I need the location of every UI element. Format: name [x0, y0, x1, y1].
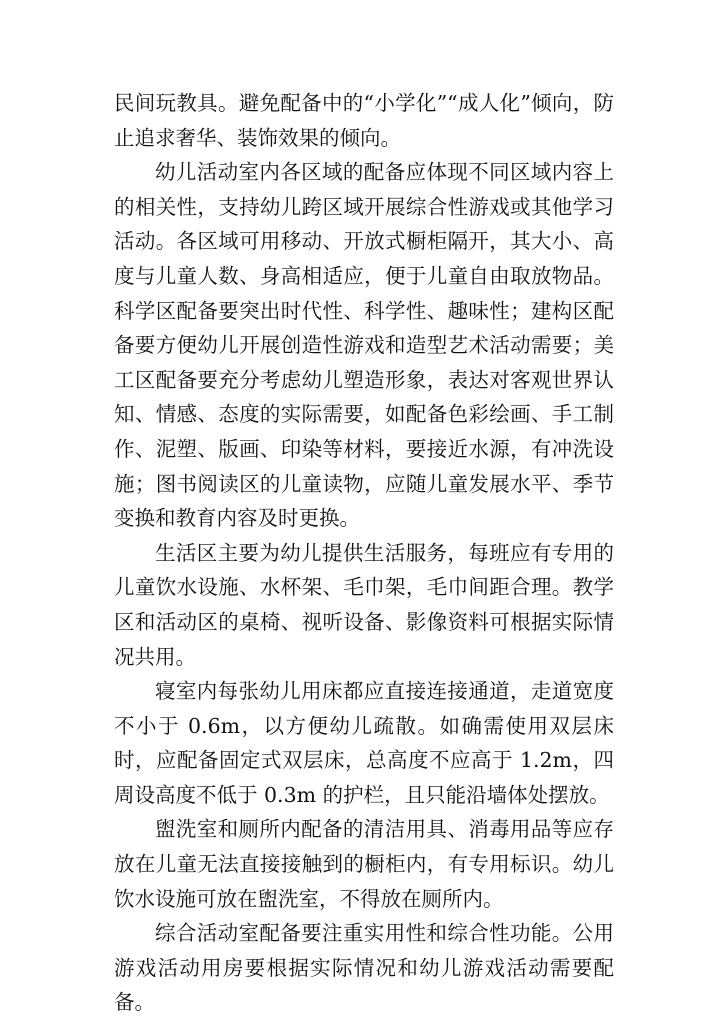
- body-text: [114, 86, 614, 1020]
- paragraph-continuation: 民间玩教具。避免配备中的“小学化”“成人化”倾向，防止追求奢华、装饰效果的倾向。: [114, 91, 614, 150]
- paragraph-activity-room-zones: 幼儿活动室内各区域的配备应体现不同区域内容上的相关性，支持幼儿跨区域开展综合性游戏或其他学习活动。各区域可用移动、开放式橱柜隔开，其大小、高度与儿童人数、身高相适应，便于儿童自由取放物品。科学区配备要突出时代性、科学性、趣味性；建构区配备要方便幼儿开展创造性游戏和造型艺术活动需要；美工区配备要充分考虑幼儿塑造形象，表达对客观世界认知、情感、态度的实际需要，如配备色彩绘画、手工制作、泥塑、版画、印染等材料，要接近水源，有冲洗设施；图书阅读区的儿童读物，应随儿童发展水平、季节变换和教育内容及时更换。: [114, 160, 614, 531]
- paragraph-multipurpose-room: 综合活动室配备要注重实用性和综合性功能。公用游戏活动用房要根据实际情况和幼儿游戏活动需要配备。: [114, 921, 614, 1015]
- paragraph-washroom: 盥洗室和厕所内配备的清洁用具、消毒用品等应存放在儿童无法直接接触到的橱柜内，有专用标识。幼儿饮水设施可放在盥洗室，不得放在厕所内。: [114, 817, 614, 911]
- paragraph-bedroom: 寝室内每张幼儿用床都应直接连接通道，走道宽度不小于 0.6m，以方便幼儿疏散。如确需使用双层床时，应配备固定式双层床，总高度不应高于 1.2m，四周设高度不低于 0.3m 的护栏，且只能沿墙体处摆放。: [114, 679, 614, 807]
- paragraph-living-area: 生活区主要为幼儿提供生活服务，每班应有专用的儿童饮水设施、水杯架、毛巾架，毛巾间距合理。教学区和活动区的桌椅、视听设备、影像资料可根据实际情况共用。: [114, 540, 614, 669]
